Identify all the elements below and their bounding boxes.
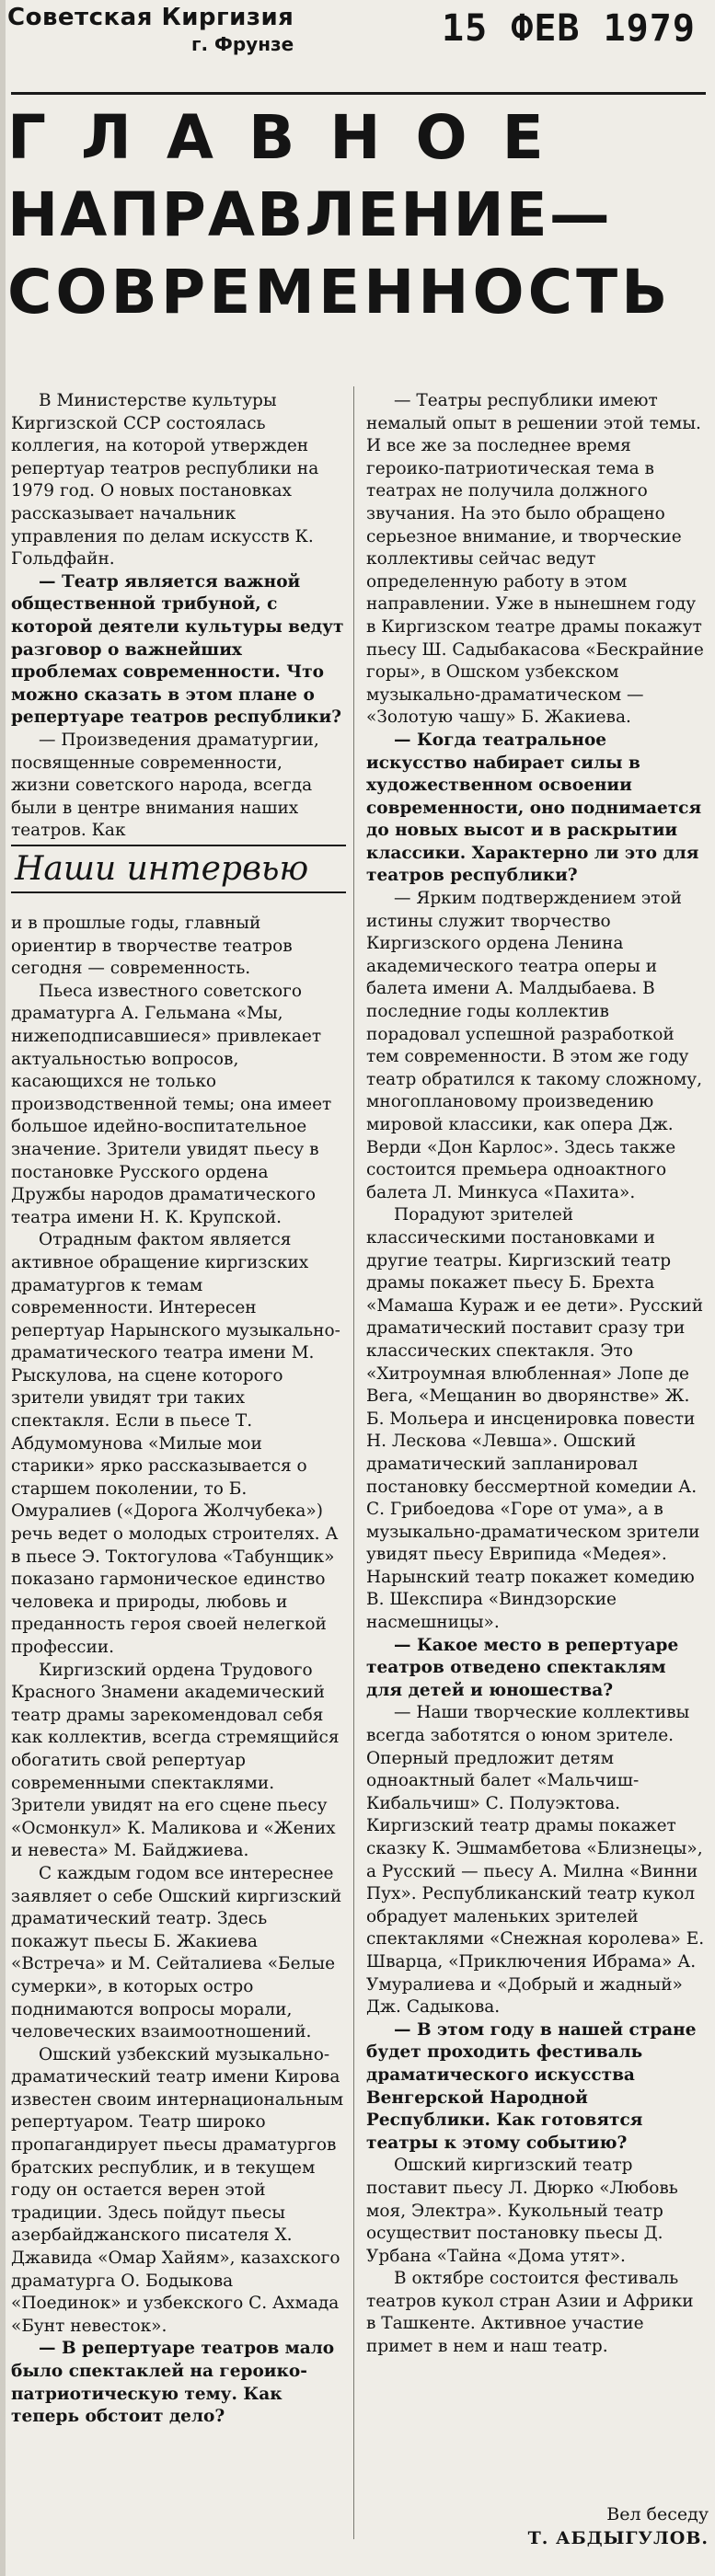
right-column bbox=[366, 390, 705, 2359]
paragraph: и в прошлые годы, главный ориентир в творчестве театров сегодня — современность. bbox=[11, 914, 293, 979]
paragraph: Порадуют зрителей классическими постановками и другие театры. Киргизский театр драмы покажет пьесу Б. Брехта «Мамаша Кураж и ее дети». Русский драматический поставит сразу три классических спектакля. Это «Хитроумная влюбленная» Лопе де Вега, «Мещанин во дворянстве» Ж. Б. Мольера и инсценировка повести Н. Лескова «Левша». Ошский драматический запланировал постановку бессмертной комедии А. С. Грибоедова «Горе от ума», а в музыкально-драматическом зрители увидят пьесу Еврипида «Медея». Нарынский театр покажет комедию В. Шекспира «Виндзорские насмешницы». bbox=[366, 1205, 704, 1633]
paper-edge bbox=[0, 0, 6, 2576]
signature bbox=[442, 2502, 709, 2550]
paragraph: Отрадным фактом является активное обращение киргизских драматургов к темам современности. Интересен репертуар Нарынского музыкально-драматического театра имени М. Рыскулова, на сцене которого зрители увидят три таких спектакля. Если в пьесе Т. Абдумомунова «Милые мои старики» ярко рассказывается о старшем поколении, то Б. Омуралиев («Дорога Жолчубека») речь ведет о молодых строителях. А в пьесе Э. Токтогулова «Табунщик» показано гармоническое единство человека и природы, любовь и преданность героя своей нелегкой профессии. bbox=[11, 1230, 340, 1657]
paragraph: В октябре состоится фестиваль театров кукол стран Азии и Африки в Ташкенте. Активное участие примет в нем и наш театр. bbox=[366, 2269, 694, 2357]
paragraph: Киргизский ордена Трудового Красного Знамени академический театр драмы зарекомендовал себя как коллектив, всегда стремящийся обогатить свой репертуар современными спектаклями. Зрители увидят на его сцене пьесу «Осмонкул» К. Маликова и «Жених и невеста» М. Байджиева. bbox=[11, 1660, 340, 1861]
left-column-top bbox=[11, 390, 344, 843]
publication-city: г. Фрунзе bbox=[191, 33, 294, 55]
paragraph: — Наши творческие коллективы всегда заботятся о юном зрителе. Оперный предложит детям одноактный балет «Мальчиш-Кибальчиш» С. Полуэктова. Киргизский театр драмы покажет сказку К. Эшмамбетова «Близнецы», а Русский — пьесу А. Милна «Винни Пух». Республиканский театр кукол обрадует маленьких зрителей спектаклями «Снежная королева» Е. Шварца, «Приключения Ибрама» А. Умуралиева и «Добрый и жадный» Дж. Садыкова. bbox=[366, 1703, 705, 2018]
headline-line-2: НАПРАВЛЕНИЕ— bbox=[7, 179, 612, 250]
signature-label: Вел беседу bbox=[606, 2504, 709, 2524]
paragraph: — Театр является важной общественной трибуной, с которой деятели культуры ведут разговор о важнейших проблемах современности. Что можно сказать в этом плане о репертуаре театров республики? bbox=[11, 571, 344, 728]
column-divider bbox=[353, 386, 354, 2539]
top-rule bbox=[11, 92, 706, 95]
paragraph: Пьеса известного советского драматурга А. Гельмана «Мы, нижеподписавшиеся» привлекает актуальностью вопросов, касающихся не только производственной темы; она имеет большое идейно-воспитательное значение. Зрители увидят пьесу в постановке Русского ордена Дружбы народов драматического театра имени Н. К. Крупской. bbox=[11, 981, 332, 1227]
paragraph: Ошский узбекский музыкально-драматический театр имени Кирова известен своим интернациональным репертуаром. Театр широко пропагандирует пьесы драматургов братских республик, и в текущем году он остается верен этой традиции. Здесь пойдут пьесы азербайджанского писателя Х. Джавида «Омар Хайям», казахского драматурга О. Бодыкова «Поединок» и узбекского С. Ахмада «Бунт невесток». bbox=[11, 2044, 344, 2336]
paragraph: С каждым годом все интереснее заявляет о себе Ошский киргизский драматический театр. Здесь покажут пьесы Б. Жакиева «Встреча» и М. Сейталиева «Белые сумерки», в которых остро поднимаются вопросы морали, человеческих взаимоотношений. bbox=[11, 1863, 342, 2042]
signature-author: Т. АБДЫГУЛОВ. bbox=[527, 2528, 709, 2548]
headline bbox=[7, 99, 707, 331]
paragraph: — Ярким подтверждением этой истины служит творчество Киргизского ордена Ленина академического театра оперы и балета имени А. Малдыбаева. В последние годы коллектив порадовал успешной разработкой тем современности. В этом же году театр обратился к такому сложному, многоплановому произведению мировой классики, как опера Дж. Верди «Дон Карлос». Здесь также состоится премьера одноактного балета Л. Минкуса «Пахита». bbox=[366, 889, 703, 1202]
left-column-bottom bbox=[11, 913, 344, 2429]
paragraph: В Министерстве культуры Киргизской ССР состоялась коллегия, на которой утвержден репертуар театров республики на 1979 год. О новых постановках рассказывает начальник управления по делам искусств К. Гольдфайн. bbox=[11, 391, 319, 569]
paragraph: — Произведения драматургии, посвященные современности, жизни советского народа, всегда были в центре внимания наших театров. Как bbox=[11, 730, 319, 841]
paragraph: — В этом году в нашей стране будет проходить фестиваль драматического искусства Венгерской Народной Республики. Как готовятся театры к этому событию? bbox=[366, 2019, 697, 2153]
date-stamp: 15 ФЕВ 1979 bbox=[442, 7, 696, 50]
paragraph: — Какое место в репертуаре театров отведено спектаклям для детей и юношества? bbox=[366, 1635, 679, 1700]
paragraph: — Театры республики имеют немалый опыт в решении этой темы. И все же за последнее время героико-патриотическая тема в театрах не получила должного звучания. На это было обращено серьезное внимание, и творческие коллективы сейчас ведут определенную работу в этом направлении. Уже в нынешнем году в Киргизском театре драмы покажут пьесу Ш. Садыбакасова «Бескрайние горы», в Ошском узбекском музыкально-драматическом — «Золотую чашу» Б. Жакиева. bbox=[366, 391, 704, 728]
paragraph: Ошский киргизский театр поставит пьесу Л. Дюрко «Любовь моя, Электра». Кукольный театр осуществит постановку пьесы Д. Урбана «Тайна «Дома утят». bbox=[366, 2156, 678, 2266]
publication-name: Советская Киргизия bbox=[7, 4, 294, 31]
rubric-heading: Наши интервью bbox=[11, 845, 346, 893]
paragraph: — Когда театральное искусство набирает силы в художественном освоении современности, оно поднимается до новых высот и в раскрытии классики. Характерно ли это для театров республики? bbox=[366, 730, 702, 886]
paragraph: — В репертуаре театров мало было спектаклей на героико-патриотическую тему. Как теперь обстоит дело? bbox=[11, 2339, 335, 2427]
publication-stamp bbox=[7, 4, 366, 55]
headline-line-1: ГЛАВНОЕ bbox=[7, 102, 579, 173]
headline-line-3: СОВРЕМЕННОСТЬ bbox=[7, 257, 672, 328]
